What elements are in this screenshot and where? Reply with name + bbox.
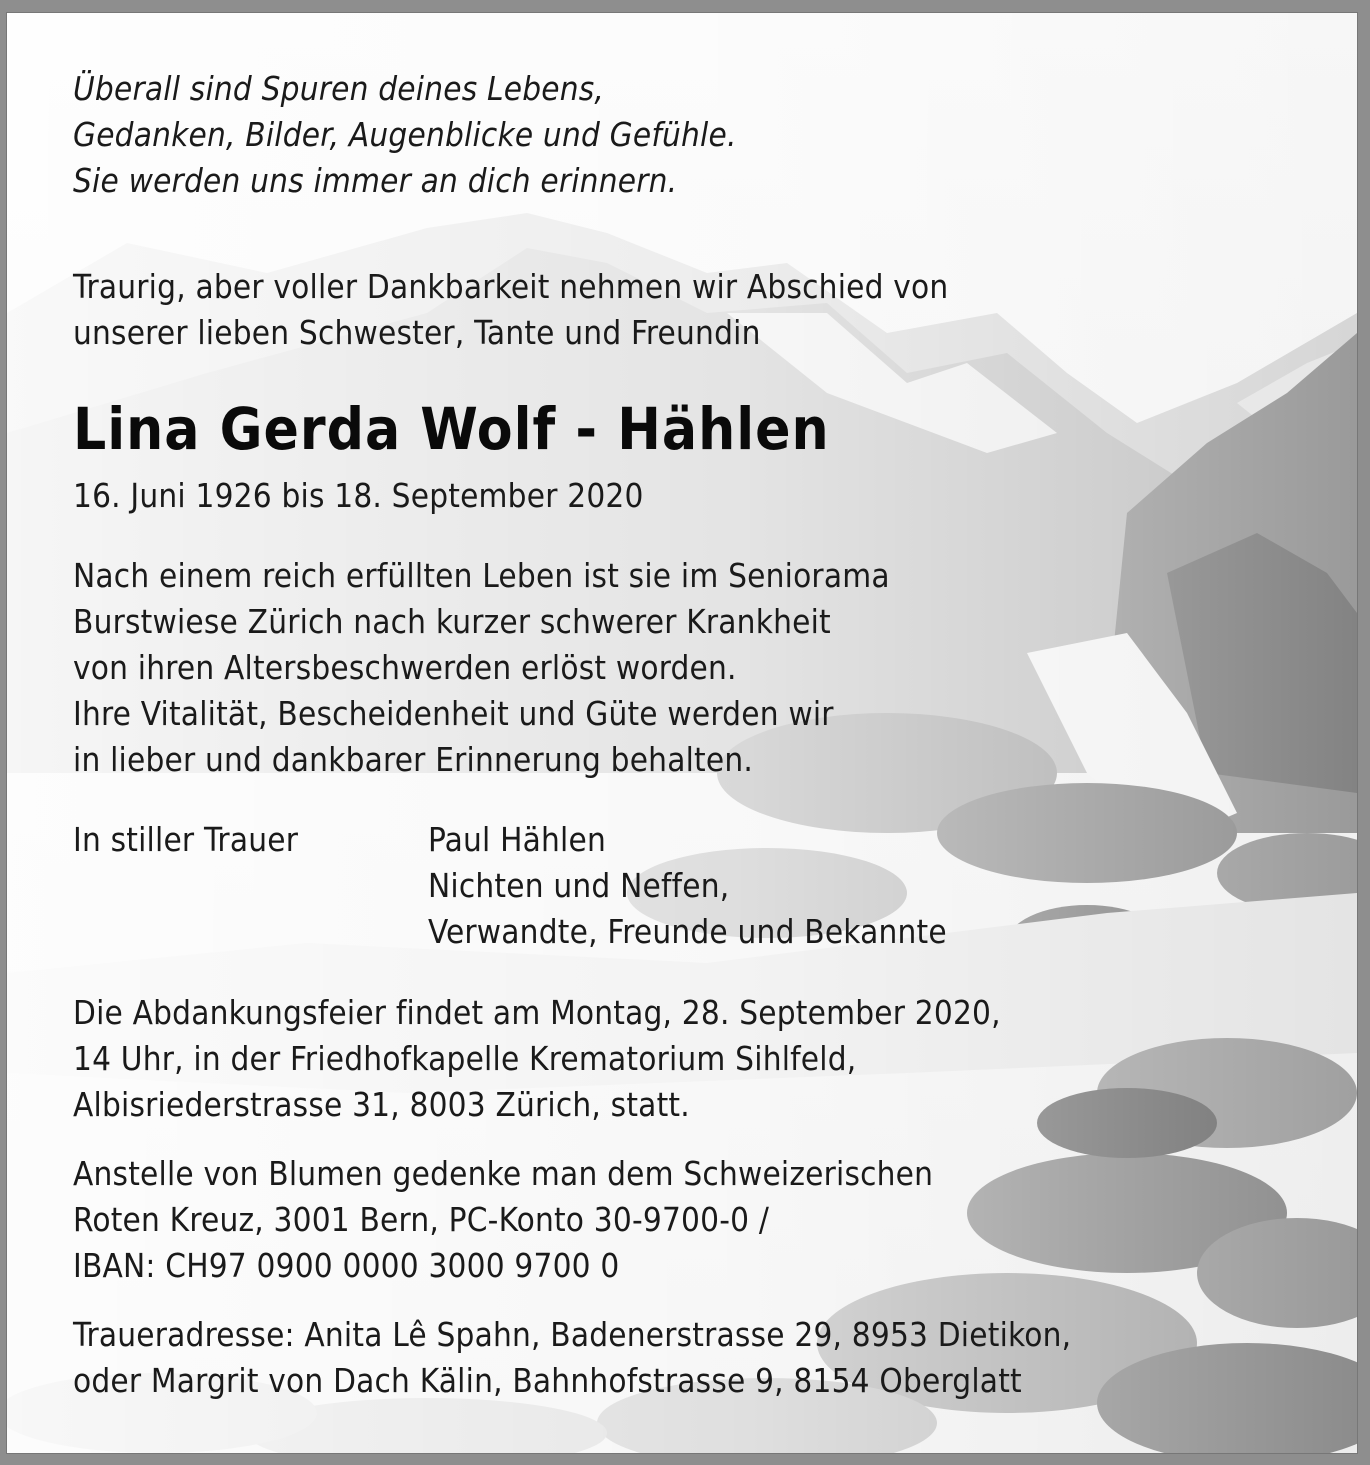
intro-line: unserer lieben Schwester, Tante und Freundin xyxy=(73,313,761,352)
mourner-name: Verwandte, Freunde und Bekannte xyxy=(428,912,947,951)
obituary-notice xyxy=(6,12,1358,1454)
donation-line: Roten Kreuz, 3001 Bern, PC-Konto 30-9700-0 / xyxy=(73,1200,770,1239)
poem-line: Gedanken, Bilder, Augenblicke und Gefühle. xyxy=(73,115,737,154)
poem-line: Sie werden uns immer an dich erinnern. xyxy=(73,161,678,200)
tribute-line: von ihren Altersbeschwerden erlöst worden. xyxy=(73,648,737,687)
mourner-name: Nichten und Neffen, xyxy=(428,866,730,905)
poem-line: Überall sind Spuren deines Lebens, xyxy=(73,69,605,108)
tribute-line: in lieber und dankbarer Erinnerung behalten. xyxy=(73,740,753,779)
tribute-line: Nach einem reich erfüllten Leben ist sie im Seniorama xyxy=(73,556,890,595)
intro-line: Traurig, aber voller Dankbarkeit nehmen wir Abschied von xyxy=(73,267,949,306)
address-line: oder Margrit von Dach Kälin, Bahnhofstrasse 9, 8154 Oberglatt xyxy=(73,1361,1022,1400)
mourner-name: Paul Hählen xyxy=(428,820,606,859)
mourners-label: In stiller Trauer xyxy=(73,820,299,859)
ceremony-line: 14 Uhr, in der Friedhofkapelle Krematorium Sihlfeld, xyxy=(73,1039,857,1078)
tribute-line: Ihre Vitalität, Bescheidenheit und Güte werden wir xyxy=(73,694,834,733)
deceased-name: Lina Gerda Wolf - Hählen xyxy=(73,395,830,463)
life-dates: 16. Juni 1926 bis 18. September 2020 xyxy=(73,476,644,515)
donation-line: Anstelle von Blumen gedenke man dem Schweizerischen xyxy=(73,1154,934,1193)
donation-line: IBAN: CH97 0900 0000 3000 9700 0 xyxy=(73,1246,620,1285)
ceremony-line: Die Abdankungsfeier findet am Montag, 28. September 2020, xyxy=(73,993,1001,1032)
address-line: Traueradresse: Anita Lê Spahn, Badenerstrasse 29, 8953 Dietikon, xyxy=(73,1315,1072,1354)
ceremony-line: Albisriederstrasse 31, 8003 Zürich, statt. xyxy=(73,1085,690,1124)
tribute-line: Burstwiese Zürich nach kurzer schwerer Krankheit xyxy=(73,602,831,641)
